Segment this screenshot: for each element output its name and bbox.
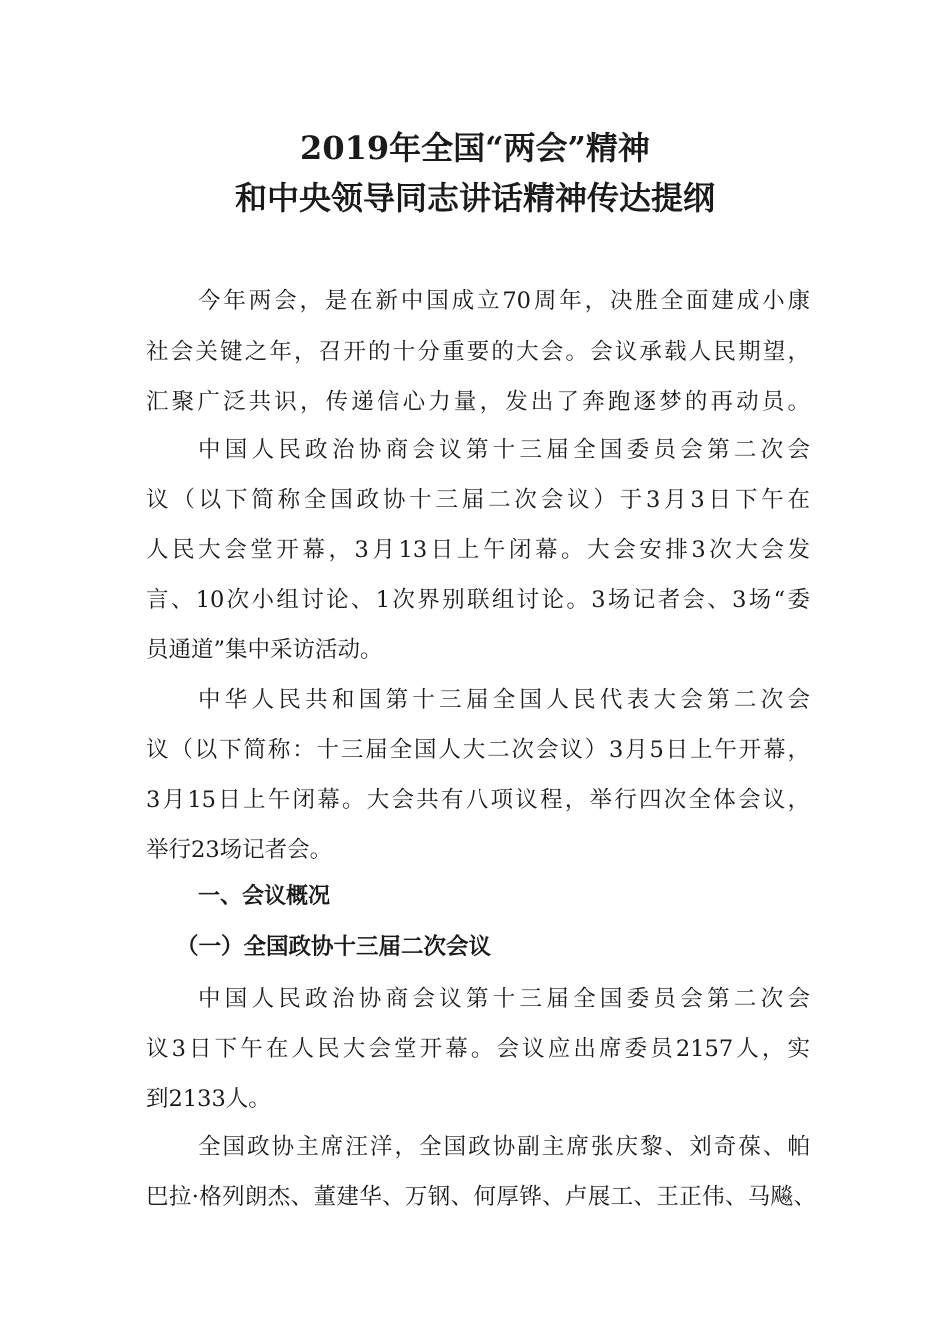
paragraph-line: 议3日下午在人民大会堂开幕。会议应出席委员2157人，实 <box>146 1036 810 1062</box>
paragraph-line: 今年两会，是在新中国成立70周年，决胜全面建成小康 <box>198 288 810 314</box>
paragraph-line: 全国政协主席汪洋，全国政协副主席张庆黎、刘奇葆、帕 <box>198 1134 810 1160</box>
paragraph-line: 汇聚广泛共识，传递信心力量，发出了奔跑逐梦的再动员。 <box>146 389 810 415</box>
section-heading: 一、会议概况 <box>198 884 331 909</box>
paragraph-line: 3月15日上午闭幕。大会共有八项议程，举行四次全体会议， <box>146 787 810 813</box>
paragraph-line: 中国人民政治协商会议第十三届全国委员会第二次会 <box>198 437 810 463</box>
paragraph-line: 员通道”集中采访活动。 <box>146 637 383 663</box>
paragraph-line: 议（以下简称全国政协十三届二次会议）于3月3日下午在 <box>146 487 810 513</box>
document-title-line-2: 和中央领导同志讲话精神传达提纲 <box>234 179 715 217</box>
paragraph-line: 议（以下简称：十三届全国人大二次会议）3月5日上午开幕， <box>146 737 810 763</box>
paragraph-line: 巴拉·格列朗杰、董建华、万钢、何厚铧、卢展工、王正伟、马飚、 <box>146 1184 816 1210</box>
paragraph-line: 人民大会堂开幕，3月13日上午闭幕。大会安排3次大会发 <box>146 537 810 563</box>
paragraph-line: 言、10次小组讨论、1次界别联组讨论。3场记者会、3场“委 <box>146 587 810 613</box>
subsection-heading: （一）全国政协十三届二次会议 <box>176 934 492 960</box>
paragraph-line: 到2133人。 <box>146 1086 271 1112</box>
paragraph-line: 举行23场记者会。 <box>146 837 333 863</box>
document-title-line-1: 2019年全国“两会”精神 <box>300 129 650 167</box>
paragraph-line: 中国人民政治协商会议第十三届全国委员会第二次会 <box>198 986 810 1012</box>
paragraph-line: 中华人民共和国第十三届全国人民代表大会第二次会 <box>198 687 810 713</box>
paragraph-line: 社会关键之年，召开的十分重要的大会。会议承载人民期望， <box>146 339 810 365</box>
